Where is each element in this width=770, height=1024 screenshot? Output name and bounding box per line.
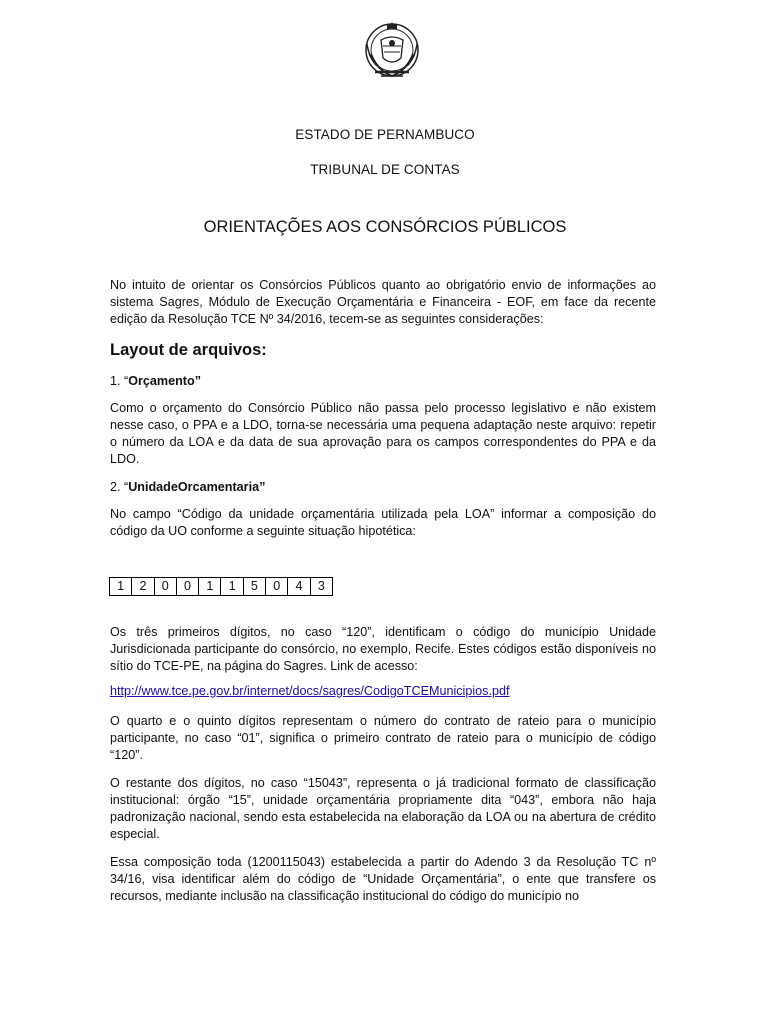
section-heading: Layout de arquivos: [110, 341, 267, 359]
item-orcamento-title: 1. “Orçamento” [110, 374, 201, 388]
digit-cell: 5 [244, 577, 266, 596]
digits-explanation-paragraph: Os três primeiros dígitos, no caso “120”, identificam o código do município Unidade Jurisdicionada participante do consórcio, no exemplo, Recife. Estes códigos estão disponíveis no sítio do TCE-PE, na página do Sagres. Link de acesso: [110, 625, 656, 673]
header-court: TRIBUNAL DE CONTAS [310, 162, 460, 177]
digit-cell: 0 [177, 577, 199, 596]
restante-digitos-paragraph: O restante dos dígitos, no caso “15043”, representa o já tradicional formato de classificação institucional: órgão “15”, unidade orçamentária propriamente dita “043”, embora não haja padronização nacional, sendo esta estabelecida na elaboração da LOA ou na abertura de crédito especial. [110, 776, 656, 841]
digit-cell: 4 [288, 577, 310, 596]
digit-cell: 0 [155, 577, 177, 596]
digit-cell: 1 [110, 577, 132, 596]
digit-cell: 0 [266, 577, 288, 596]
header-state: ESTADO DE PERNAMBUCO [295, 127, 475, 142]
digit-cell: 1 [221, 577, 243, 596]
composicao-paragraph: Essa composição toda (1200115043) estabelecida a partir do Adendo 3 da Resolução TC nº 34/16, visa identificar além do código de “Unidade Orçamentária”, o ente que transfere os recursos, mediante inclusão na classificação institucional do código do município no [110, 855, 656, 903]
item-orcamento-paragraph: Como o orçamento do Consórcio Público não passa pelo processo legislativo e não existem nesse caso, o PPA e a LDO, torna-se necessária uma pequena adaptação neste arquivo: repetir o número da LOA e da data de sua aprovação para os campos correspondentes do PPA e da LDO. [110, 401, 656, 466]
quarto-digito-paragraph: O quarto e o quinto dígitos representam o número do contrato de rateio para o município participante, no caso “01”, significa o primeiro contrato de rateio para o município de código “120”. [110, 714, 656, 762]
item-unidade-title: 2. “UnidadeOrcamentaria” [110, 480, 266, 494]
document-title: ORIENTAÇÕES AOS CONSÓRCIOS PÚBLICOS [203, 218, 567, 236]
intro-paragraph: No intuito de orientar os Consórcios Públicos quanto ao obrigatório envio de informações ao sistema Sagres, Módulo de Execução Orçamentária e Financeira - EOF, em face da recente edição da Resolução TCE Nº 34/2016, tecem-se as seguintes considerações: [110, 278, 656, 326]
digit-cell: 2 [132, 577, 154, 596]
municipios-codes-link[interactable]: http://www.tce.pe.gov.br/internet/docs/sagres/CodigoTCEMunicipios.pdf [110, 684, 510, 698]
digit-cell: 1 [199, 577, 221, 596]
code-digit-table [109, 577, 333, 596]
item-unidade-paragraph: No campo “Código da unidade orçamentária utilizada pela LOA” informar a composição do código da UO conforme a seguinte situação hipotética: [110, 507, 656, 538]
coat-of-arms-icon [357, 14, 427, 84]
digit-cell: 3 [311, 577, 333, 596]
